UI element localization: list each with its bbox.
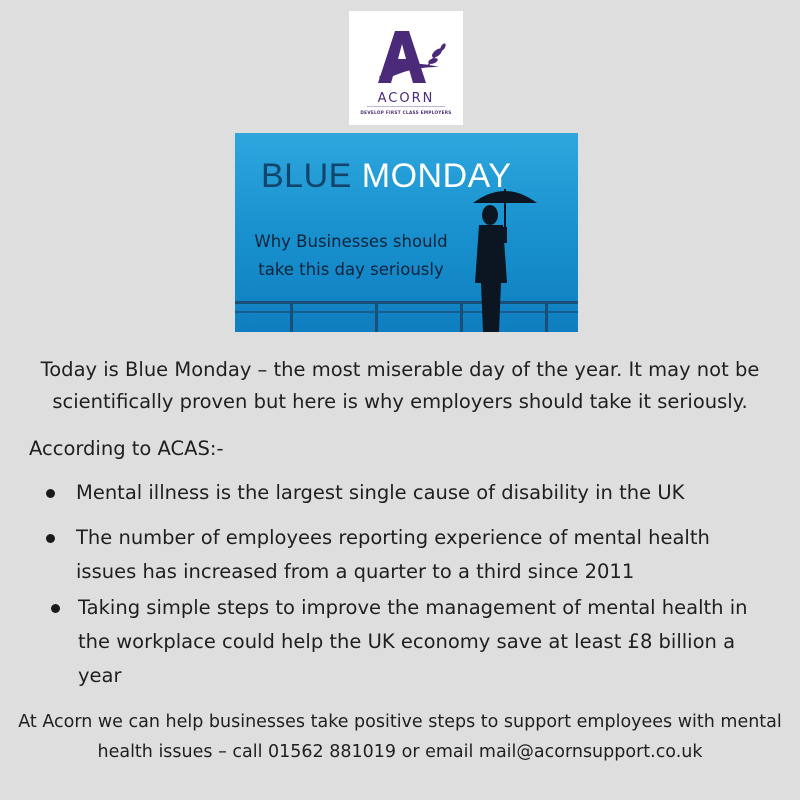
bullet-text: Mental illness is the largest single cause of disability in the UK bbox=[76, 481, 685, 504]
bullet-text: Taking simple steps to improve the management of mental health in the workplace could help the UK economy save at least £8 billion a year bbox=[78, 596, 748, 687]
intro-paragraph: Today is Blue Monday – the most miserable day of the year. It may not be scientifically proven but here is why employers should take it seriously. bbox=[40, 358, 760, 413]
blue-monday-banner bbox=[235, 133, 578, 332]
bullet-item bbox=[78, 591, 748, 693]
banner-subtitle-line-2: take this day seriously bbox=[258, 260, 444, 279]
banner-title-blue: BLUE bbox=[261, 157, 352, 195]
bullet-dot-icon bbox=[46, 489, 55, 498]
bullet-item bbox=[76, 521, 756, 589]
according-heading: According to ACAS:- bbox=[29, 437, 224, 460]
bullet-text: The number of employees reporting experience of mental health issues has increased from a quarter to a third since 2011 bbox=[76, 526, 710, 583]
bullet-dot-icon bbox=[46, 534, 55, 543]
logo-tagline: DEVELOP FIRST CLASS EMPLOYERS bbox=[360, 110, 452, 115]
logo-wordmark: ACORN bbox=[377, 91, 435, 106]
banner-title-monday: MONDAY bbox=[361, 157, 512, 195]
banner-subtitle-line-1: Why Businesses should bbox=[254, 232, 448, 251]
bullet-item bbox=[76, 476, 776, 510]
acorn-logo bbox=[349, 11, 463, 125]
banner-title bbox=[261, 157, 512, 196]
acorn-a-leaf-icon bbox=[349, 11, 463, 125]
bullet-dot-icon bbox=[51, 604, 60, 613]
banner-subtitle bbox=[235, 228, 467, 284]
closing-paragraph: At Acorn we can help businesses take positive steps to support employees with mental health issues – call 01562 881019 or email mail@acornsupport.co.uk bbox=[18, 712, 782, 762]
